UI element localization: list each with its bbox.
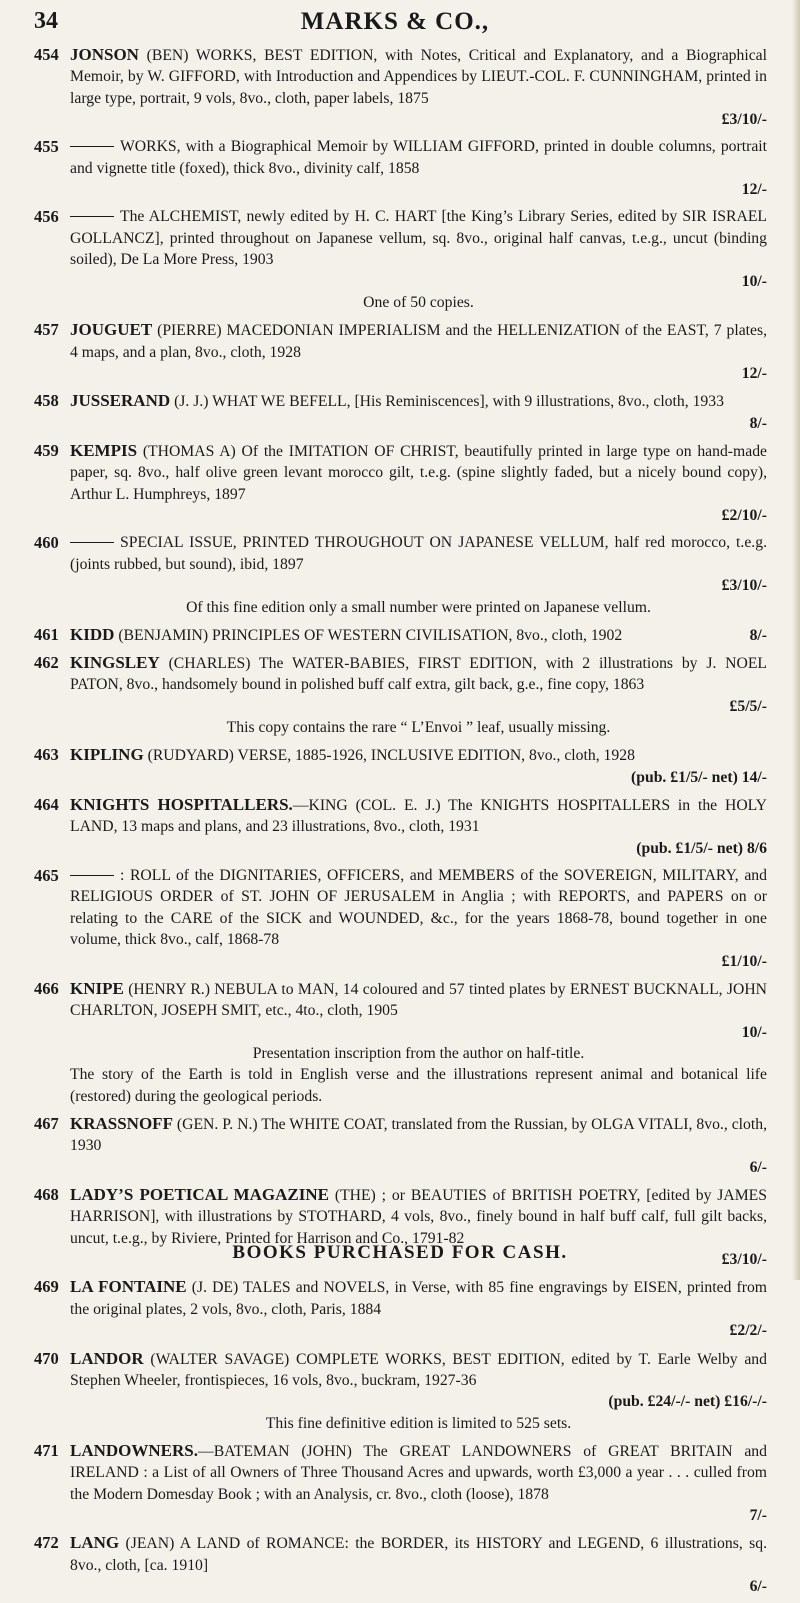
entry-description: : ROLL of the DIGNITARIES, OFFICERS, and MEMBERS of the SOVEREIGN, MILITARY, and RELIGIOUS ORDER of ST. JOHN OF JERUSALEM in Anglia ; with REPORTS, and PAPERS on or relating to the CARE of the SICK and WOUNDED, &c., for the years 1868-78, bound together in one volume, thick 8vo., calf, 1868-78: [70, 866, 767, 949]
entry-description: (RUDYARD) VERSE, 1885-1926, INCLUSIVE EDITION, 8vo., cloth, 1928: [147, 747, 635, 765]
entry-author: LANG: [70, 1533, 120, 1553]
entry-price: 8/-: [749, 414, 767, 432]
entry-description: SPECIAL ISSUE, PRINTED THROUGHOUT ON JAPANESE VELLUM, half red morocco, t.e.g. (joints rubbed, but sound), ibid, 1897: [70, 534, 767, 573]
page-edge-shadow: [792, 0, 800, 1280]
entry-price: (pub. £1/5/- net) 8/6: [636, 839, 767, 857]
lot-number: 459: [34, 440, 59, 460]
catalogue-entry: [30, 1532, 767, 1597]
ditto-rule: [70, 542, 114, 543]
entry-price: 7/-: [749, 1507, 767, 1525]
entry-price: 10/-: [741, 272, 767, 290]
entry-note: This fine definitive edition is limited to 525 sets.: [265, 1414, 572, 1432]
entry-author: KINGSLEY: [70, 652, 160, 672]
page-number: 34: [34, 8, 58, 34]
entry-description: (BENJAMIN) PRINCIPLES OF WESTERN CIVILISATION, 8vo., cloth, 1902: [118, 626, 623, 644]
catalogue-entry: [30, 319, 767, 384]
entry-description: The ALCHEMIST, newly edited by H. C. HART [the King’s Library Series, edited by SIR ISRAEL GOLLANCZ], printed throughout on Japanese vellum, sq. 8vo., original half canvas, t.e.g., uncut (binding soiled), De La More Press, 1903: [70, 208, 767, 269]
lot-number: 469: [34, 1277, 59, 1297]
entry-price: £2/10/-: [721, 507, 767, 525]
lot-number: 465: [34, 865, 59, 885]
lot-number: 472: [34, 1533, 59, 1553]
lot-number: 456: [34, 207, 59, 227]
running-head: MARKS & CO.,: [300, 8, 490, 35]
catalogue-entry: [30, 440, 767, 527]
catalogue-entry: [30, 1348, 767, 1435]
lot-number: 463: [34, 745, 59, 765]
entry-price: 6/-: [749, 1578, 767, 1596]
entry-price: £3/10/-: [721, 1251, 767, 1269]
entry-author: KRASSNOFF: [70, 1114, 173, 1134]
entry-description: (PIERRE) MACEDONIAN IMPERIALISM and the HELLENIZATION of the EAST, 7 plates, 4 maps, and a plan, 8vo., cloth, 1928: [70, 322, 768, 361]
entry-author: LADY’S POETICAL MAGAZINE: [70, 1185, 329, 1205]
entry-author: LANDOR: [70, 1348, 144, 1368]
entry-author: LA FONTAINE: [70, 1277, 187, 1297]
lot-number: 461: [34, 624, 59, 644]
catalogue-entries: [30, 44, 767, 1603]
catalogue-entry: [30, 44, 767, 131]
catalogue-entry: [30, 1113, 767, 1178]
lot-number: 470: [34, 1348, 59, 1368]
entry-description: (J. DE) TALES and NOVELS, in Verse, with 85 fine engravings by EISEN, printed from the original plates, 2 vols, 8vo., cloth, Paris, 1884: [70, 1279, 768, 1318]
lot-number: 464: [34, 794, 59, 814]
entry-author: JOUGUET: [70, 320, 153, 340]
entry-author: LANDOWNERS.: [70, 1440, 198, 1460]
entry-price: (pub. £24/-/- net) £16/-/-: [608, 1393, 767, 1411]
catalogue-entry: [30, 865, 767, 972]
entry-price: 10/-: [741, 1023, 767, 1041]
catalogue-entry: [30, 652, 767, 739]
catalogue-entry: [30, 532, 767, 618]
lot-number: 468: [34, 1185, 59, 1205]
entry-description: (HENRY R.) NEBULA to MAN, 14 coloured and 57 tinted plates by ERNEST BUCKNALL, JOHN CHARLTON, JOSEPH SMIT, etc., 4to., cloth, 1905: [70, 980, 768, 1020]
ditto-rule: [70, 216, 114, 217]
entry-description: (THE) ; or BEAUTIES of BRITISH POETRY, [edited by JAMES HARRISON], with illustrations by STOTHARD, 4 vols, 8vo., finely bound in half buff calf, full gilt backs, uncut, t.e.g., by Riviere, Printed for Harrison and Co., 1791-82: [70, 1187, 767, 1247]
entry-price: £3/10/-: [721, 111, 767, 129]
lot-number: 457: [34, 320, 59, 340]
entry-author: KIPLING: [70, 745, 144, 765]
entry-price: 12/-: [741, 181, 767, 199]
lot-number: 458: [34, 391, 59, 411]
entry-price: 6/-: [749, 1158, 767, 1176]
lot-number: 460: [34, 533, 59, 553]
entry-author: KNIPE: [70, 978, 124, 998]
catalogue-entry: [30, 1440, 767, 1527]
catalogue-entry: [30, 206, 767, 313]
catalogue-entry: [30, 390, 767, 434]
lot-number: 471: [34, 1440, 59, 1460]
entry-price: £3/10/-: [721, 577, 767, 595]
catalogue-entry: [30, 136, 767, 200]
entry-description: (JEAN) A LAND of ROMANCE: the BORDER, its HISTORY and LEGEND, 6 illustrations, sq. 8vo., cloth, [ca. 1910]: [70, 1535, 767, 1574]
ditto-rule: [70, 146, 114, 147]
entry-price: 12/-: [741, 365, 767, 383]
entry-note: This copy contains the rare “ L’Envoi ” leaf, usually missing.: [226, 719, 611, 737]
entry-extra-note: The story of the Earth is told in English verse and the illustrations represent animal and botanical life (restored) during the geological periods.: [70, 1066, 767, 1105]
entry-price: 8/-: [749, 626, 767, 644]
catalogue-entry: [30, 1276, 767, 1341]
page-footer: BOOKS PURCHASED FOR CASH.: [232, 1242, 568, 1263]
page-header: [30, 8, 760, 38]
entry-note: Presentation inscription from the author on half-title.: [252, 1045, 585, 1063]
entry-note: One of 50 copies.: [363, 294, 474, 312]
ditto-rule: [70, 875, 114, 876]
entry-author: JONSON: [70, 45, 139, 64]
entry-note: Of this fine edition only a small number were printed on Japanese vellum.: [186, 598, 651, 616]
entry-price: £5/5/-: [729, 697, 767, 715]
entry-description: (THOMAS A) Of the IMITATION OF CHRIST, beautifully printed in large type on hand-made paper, sq. 8vo., half olive green levant morocco gilt, t.e.g. (spine slightly faded, but a nicely bound copy), Arthur L. Humphreys, 1897: [70, 442, 768, 503]
lot-number: 454: [34, 45, 59, 64]
entry-price: £2/2/-: [729, 1322, 767, 1340]
lot-number: 462: [34, 652, 59, 672]
entry-description: —BATEMAN (JOHN) The GREAT LANDOWNERS of GREAT BRITAIN and IRELAND : a List of all Owners of Three Thousand Acres and upwards, worth £3,000 a year . . . culled from the Modern Domesday Book ; with an Analysis, cr. 8vo., cloth (loose), 1878: [70, 1442, 767, 1503]
entry-description: (CHARLES) The WATER-BABIES, FIRST EDITION, with 2 illustrations by J. NOEL PATON, 8vo., handsomely bound in polished buff calf extra, gilt back, g.e., fine copy, 1863: [70, 654, 768, 694]
entry-price: (pub. £1/5/- net) 14/-: [631, 768, 767, 786]
catalogue-entry: [30, 794, 767, 859]
lot-number: 455: [34, 137, 59, 157]
entry-price: £1/10/-: [721, 952, 767, 970]
entry-description: (WALTER SAVAGE) COMPLETE WORKS, BEST EDITION, edited by T. Earle Welby and Stephen Wheeler, frontispieces, 16 vols, 8vo., buckram, 1927-36: [70, 1350, 767, 1389]
entry-description: (GEN. P. N.) The WHITE COAT, translated from the Russian, by OLGA VITALI, 8vo., cloth, 1930: [70, 1116, 767, 1155]
lot-number: 467: [34, 1114, 59, 1134]
entry-author: KIDD: [70, 624, 115, 644]
entry-description: —KING (COL. E. J.) The KNIGHTS HOSPITALLERS in the HOLY LAND, 13 maps and plans, and 23 illustrations, 8vo., cloth, 1931: [70, 796, 768, 836]
catalogue-entry: [30, 978, 767, 1107]
entry-author: JUSSERAND: [70, 391, 171, 411]
lot-number: 466: [34, 978, 59, 998]
entry-author: KNIGHTS HOSPITALLERS.: [70, 794, 293, 814]
entry-description: WORKS, with a Biographical Memoir by WILLIAM GIFFORD, printed in double columns, portrait and vignette title (foxed), thick 8vo., divinity calf, 1858: [70, 138, 767, 177]
entry-author: KEMPIS: [70, 440, 138, 460]
catalogue-entry: [30, 744, 767, 788]
entry-description: (BEN) WORKS, BEST EDITION, with Notes, Critical and Explanatory, and a Biographical Memoir, by W. GIFFORD, with Introduction and Appendices by LIEUT.-COL. F. CUNNINGHAM, printed in large type, portrait, 9 vols, 8vo., cloth, paper labels, 1875: [70, 47, 767, 107]
entry-description: (J. J.) WHAT WE BEFELL, [His Reminiscences], with 9 illustrations, 8vo., cloth, 1933: [174, 393, 724, 411]
catalogue-entry: [30, 624, 767, 646]
